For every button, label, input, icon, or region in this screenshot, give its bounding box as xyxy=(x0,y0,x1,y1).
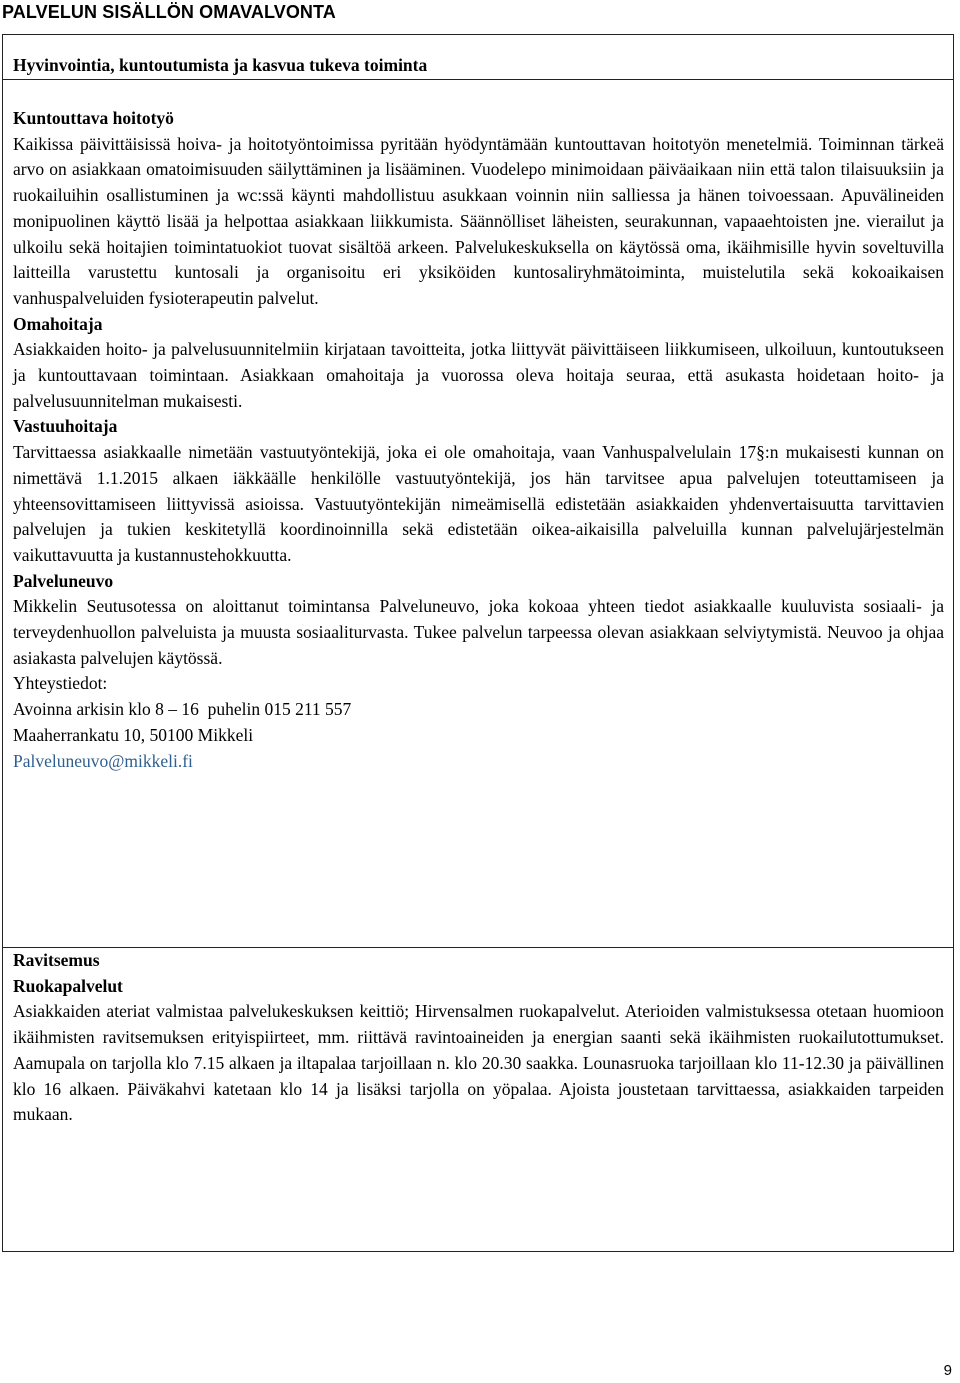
vastuuhoitaja-text: Tarvittaessa asiakkaalle nimetään vastuutyöntekijä, joka ei ole omahoitaja, vaan Vanhuspalvelulain 17§:n mukaisesti kunnan on nimettävä 1.1.2015 alkaen iäkkäälle henkilölle vastuutyöntekijä, jos hän tarvitsee apua palvelujen toteuttamiseen ja yhteensovittamiseen liittyvissä asioissa. Vastuutyöntekijän nimeämisellä edistetään asiakkaiden yhdenvertaisuutta tarvittavien palvelujen ja tukien keskitetyllä koordinoinnilla sekä edistetään oikea-aikaisilla palveluilla kunnan palvelujärjestelmän vaikuttavuutta ja kustannustehokkuutta. xyxy=(13,442,944,565)
section-heading: Hyvinvointia, kuntoutumista ja kasvua tukeva toiminta xyxy=(13,55,428,75)
ravitsemus-heading: Ravitsemus xyxy=(13,950,100,970)
ruokapalvelut-text: Asiakkaiden ateriat valmistaa palvelukeskuksen keittiö; Hirvensalmen ruokapalvelut. Aterioiden valmistuksessa otetaan huomioon ikäihmisten ravitsemuksen erityispiirteet, mm. riittävä ravintoaineiden ja energian saanti sekä ikäihmisten ruokailutottumukset. Aamupala on tarjolla klo 7.15 alkaen ja iltapalaa tarjoillaan n. klo 20.30 saakka. Lounasruoka tarjoillaan klo 11-12.30 ja päivällinen klo 16 alkaen. Päiväkahvi katetaan klo 14 ja lisäksi tarjolla on yöpalaa. Ajoista joustetaan tarvittaessa, asiakkaiden tarpeiden mukaan. xyxy=(13,1001,944,1125)
contact-email-link[interactable]: Palveluneuvo@mikkeli.fi xyxy=(13,750,193,771)
kuntouttava-heading: Kuntouttava hoitotyö xyxy=(13,108,174,128)
section-header-row xyxy=(3,35,953,80)
ravitsemus-section xyxy=(3,947,953,1125)
vastuuhoitaja-block xyxy=(13,414,944,568)
contact-block xyxy=(13,671,944,774)
omahoitaja-heading: Omahoitaja xyxy=(13,313,103,334)
ruokapalvelut-block xyxy=(13,974,944,1128)
palveluneuvo-text: Mikkelin Seutusotessa on aloittanut toimintansa Palveluneuvo, joka kokoaa yhteen tiedot asiakkaalle kuuluvista sosiaali- ja terveydenhuollon palveluista ja muusta sosiaaliturvasta. Tukee palvelun tarpeessa olevan asiakkaan selviytymistä. Neuvoo ja ohjaa asiakasta palvelujen käytössä. xyxy=(13,596,944,668)
omahoitaja-block xyxy=(13,312,944,415)
kuntouttava-block xyxy=(13,106,944,312)
ruokapalvelut-heading: Ruokapalvelut xyxy=(13,975,123,996)
ravitsemus-heading-block xyxy=(13,948,944,974)
palveluneuvo-heading: Palveluneuvo xyxy=(13,570,114,591)
contact-address: Maaherrankatu 10, 50100 Mikkeli xyxy=(13,724,254,745)
vastuuhoitaja-heading: Vastuuhoitaja xyxy=(13,416,118,437)
page-number: 9 xyxy=(943,1362,952,1379)
kuntouttava-text: Kaikissa päivittäisissä hoiva- ja hoitotyöntoimissa pyritään hyödyntämään kuntouttavan hoitotyön menetelmiä. Toiminnan tärkeä arvo on asiakkaan omatoimisuuden säilyttäminen ja lisääminen. Vuodelepo minimoidaan päiväaikaan niin että talon tilaisuuksiin ja ruokailuihin osallistuminen ja wc:ssä käynti mahdollistuu asukkaan voinnin niin salliessa ja hänen toivoessaan. Apuvälineiden monipuolinen käyttö lisää ja helpottaa asiakkaan liikkumista. Säännölliset läheisten, seurakunnan, vapaaehtoisten jne. vierailut ja ulkoilu sekä hoitajien toimintatuokiot tuovat sisältöä arkeen. Palvelukeskuksella on käytössä oma, ikäihmisille hyvin soveltuvilla laitteilla varustettu kuntosali ja organisoitu eri yksiköiden kuntosaliryhmätoiminta, muistelutila sekä kokoaikaisen vanhuspalveluiden fysioterapeutin palvelut. xyxy=(13,133,944,308)
document-title: PALVELUN SISÄLLÖN OMAVALVONTA xyxy=(2,2,336,22)
ravitsemus-content xyxy=(13,948,944,1128)
contact-hours: Avoinna arkisin klo 8 – 16 puhelin 015 211 557 xyxy=(13,699,352,720)
palveluneuvo-block xyxy=(13,569,944,672)
omahoitaja-text: Asiakkaiden hoito- ja palvelusuunnitelmiin kirjataan tavoitteita, jotka liittyvät päivittäiseen liikkumiseen, ulkoiluun, kuntoutukseen ja kuntouttavaan toimintaan. Asiakkaan omahoitaja ja vuorossa oleva hoitaja seuraa, että asukasta hoidetaan hoito- ja palvelusuunnitelman mukaisesti. xyxy=(13,339,944,411)
content-frame xyxy=(2,34,954,1252)
contact-label: Yhteystiedot: xyxy=(13,673,108,694)
section-content xyxy=(13,106,944,774)
